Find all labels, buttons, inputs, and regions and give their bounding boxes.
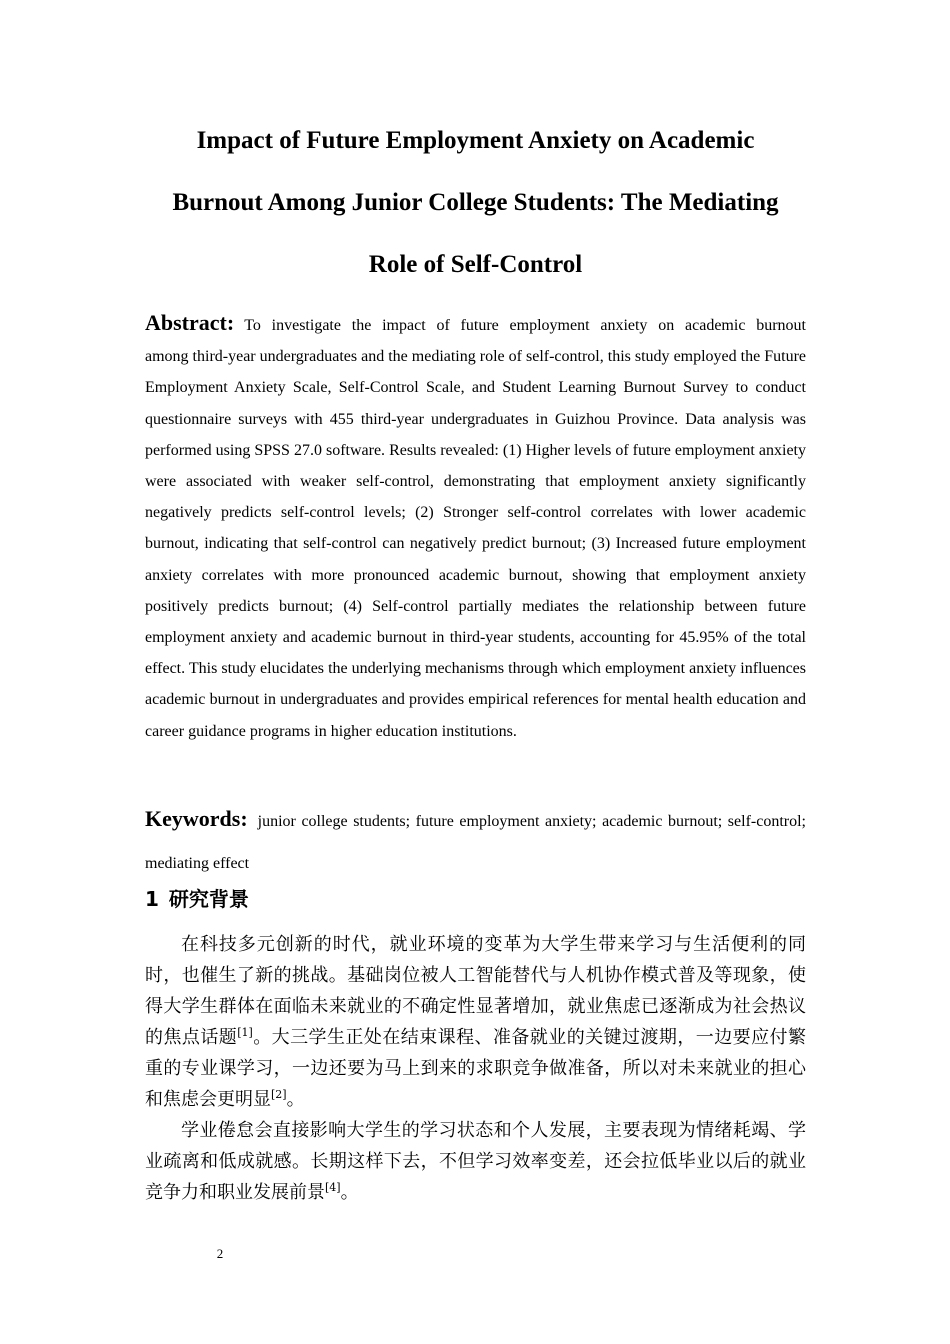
abstract-first-line-text: To investigate the impact of future employment anxiety on academic burnout: [244, 317, 806, 334]
keywords-text: junior college students; future employment anxiety; academic burnout; self-control; mediating effect: [145, 813, 806, 872]
abstract-section: [145, 307, 806, 747]
section-number: 1: [145, 887, 159, 911]
body-paragraph: [145, 929, 806, 1115]
citation-ref: [4]: [325, 1181, 341, 1194]
keywords-section: [145, 798, 806, 885]
citation-ref: [1]: [237, 1026, 253, 1039]
abstract-first-line: [145, 307, 806, 341]
paper-title: [145, 110, 806, 296]
page-number: 2: [216, 1246, 224, 1261]
section-heading: [145, 884, 806, 914]
abstract-text: among third-year undergraduates and the mediating role of self-control, this study employed the Future Employment Anxiety Scale, Self-Control Scale, and Student Learning Burnout Survey to conduct questionnaire surveys with 455 third-year undergraduates in Guizhou Province. Data analysis was performed using SPSS 27.0 software. Results revealed: (1) Higher levels of future employment anxiety were associated with weaker self-control, demonstrating that employment anxiety significantly negatively predicts self-control levels; (2) Stronger self-control correlates with lower academic burnout, indicating that self-control can negatively predict burnout; (3) Increased future employment anxiety correlates with more pronounced academic burnout, showing that employment anxiety positively predicts burnout; (4) Self-control partially mediates the relationship between future employment anxiety and academic burnout in third-year students, accounting for 45.95% of the total effect. This study elucidates the underlying mechanisms through which employment anxiety influences academic burnout in undergraduates and provides empirical references for mental health education and career guidance programs in higher education institutions.: [145, 348, 806, 740]
section-title: 研究背景: [168, 887, 249, 911]
paragraph-text: 学业倦怠会直接影响大学生的学习状态和个人发展，主要表现为情绪耗竭、学业疏离和低成就感。长期这样下去，不但学习效率变差，还会拉低毕业以后的就业竞争力和职业发展前景: [145, 1120, 806, 1203]
title-line: Impact of Future Employment Anxiety on Academic: [196, 127, 755, 154]
body-text: [145, 929, 806, 1208]
body-paragraph: [145, 1115, 806, 1208]
title-line: Burnout Among Junior College Students: The Mediating: [172, 189, 779, 216]
title-line: Role of Self-Control: [368, 251, 583, 278]
paragraph-text: 在科技多元创新的时代，就业环境的变革为大学生带来学习与生活便利的同时，也催生了新的挑战。基础岗位被人工智能替代与人机协作模式普及等现象，使得大学生群体在面临未来就业的不确定性显著增加，就业焦虑已逐渐成为社会热议的焦点话题: [145, 934, 806, 1048]
citation-ref: [2]: [271, 1088, 287, 1101]
abstract-label: Abstract:: [145, 310, 235, 335]
paragraph-text: 。: [286, 1089, 305, 1110]
paragraph-text: 。大三学生正处在结束课程、准备就业的关键过渡期，一边要应付繁重的专业课学习，一边还要为马上到来的求职竞争做准备，所以对未来就业的担心和焦虑会更明显: [145, 1027, 806, 1110]
keywords-label: Keywords:: [145, 806, 248, 831]
paragraph-text: 。: [340, 1182, 359, 1203]
